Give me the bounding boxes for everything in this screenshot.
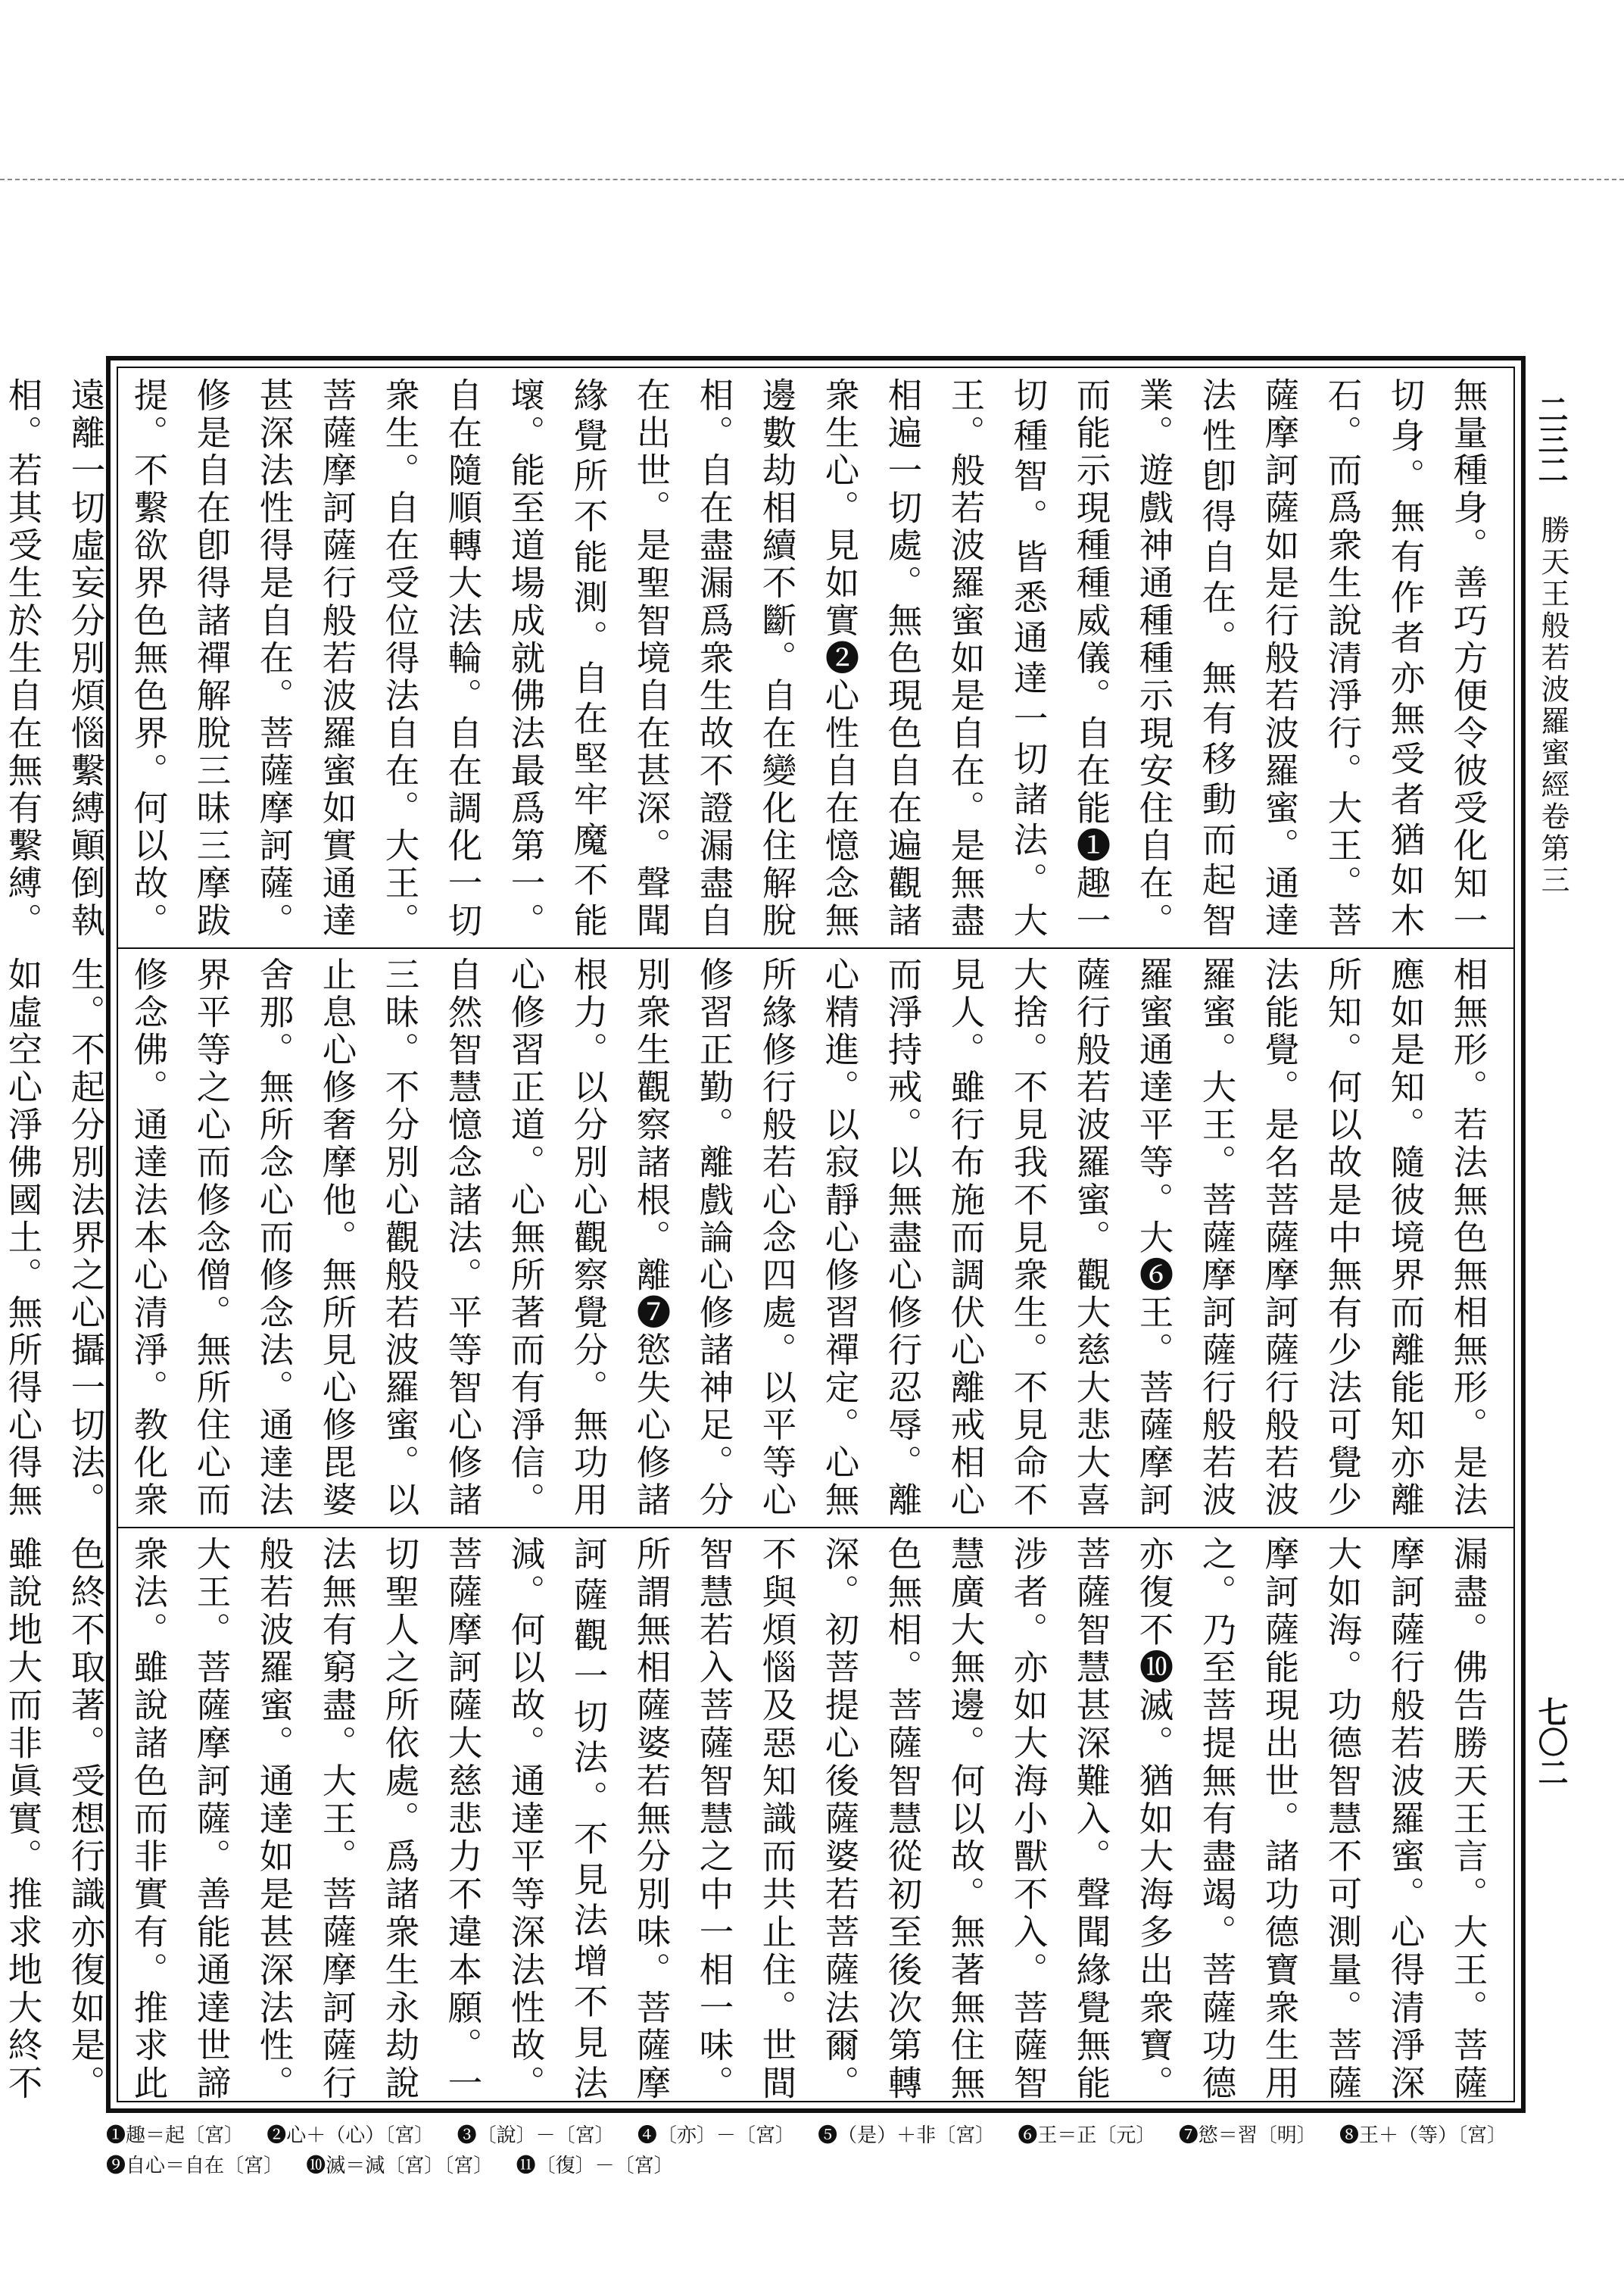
register-top-text: 無量種身。善巧方便令彼受化知一切身。無有作者亦無受者猶如木石。而爲衆生說清淨行。大王。菩薩摩訶薩如是行般若波羅蜜。通達法性卽得自在。無有移動而起智業。遊戲神通種種示現安住自在。而能示現種種威儀。自在能❶趣一切種智。皆悉通達一切諸法。大王。般若波羅蜜如是自在。是無盡相遍一切處。無色現色自在遍觀諸衆生心。見如實❷心性自在憶念無邊數劫相續不斷。自在變化住解脫相。自在盡漏爲衆生故不證漏盡自在出世。是聖智境自在甚深。聲聞緣覺所不能測。自在堅牢魔不能壞。能至道場成就佛法最爲第一。自在隨順轉大法輪。自在調化一切衆生。自在受位得法自在。大王。菩薩摩訶薩行般若波羅蜜如實通達甚深法性得是自在。菩薩摩訶薩。修是自在卽得諸禪解脫三昧三摩跋提。不繫欲界色無色界。何以故。遠離一切虛妄分別煩惱繫縛顚倒執相。若其受生於生自在無有繫縛。 <box>3 377 1488 938</box>
footnote: ❸〔說〕－〔宮〕 <box>457 2124 615 2147</box>
footnote: ❿滅＝減〔宮〕〔宮〕 <box>306 2155 494 2177</box>
footnote: ⓫〔復〕－〔宮〕 <box>516 2155 674 2177</box>
footnotes <box>106 2121 1529 2181</box>
register-top <box>3 368 1513 949</box>
page-number-right: 七〇二 <box>1533 1696 1569 1787</box>
footnote: ❾自心＝自在〔宮〕 <box>106 2155 284 2177</box>
text-frame <box>3 356 1526 2113</box>
text-frame-inner <box>3 367 1515 2102</box>
footnote: ❼慾＝習〔明〕 <box>1178 2124 1317 2147</box>
running-title: 勝天王般若波羅蜜經卷第三 <box>1536 515 1569 897</box>
register-bottom-text: 漏盡。佛告勝天王言。大王。菩薩摩訶薩行般若波羅蜜。心得清淨深大如海。功德智慧不可測量。菩薩摩訶薩能現出世。諸功德寶衆生用之。乃至菩提無有盡竭。菩薩功德亦復不❿滅。猶如大海多出衆寶。菩薩智慧甚深難入。聲聞緣覺無能涉者。亦如大海小獸不入。菩薩智慧廣大無邊。何以故。無著無住無色無相。菩薩智慧從初至後次第轉深。初菩提心後薩婆若菩薩法爾。不與煩惱及惡知識而共止住。世間智慧若入菩薩智慧之中一相一味。所謂無相薩婆若無分別味。菩薩摩訶薩觀一切法。不見法增不見法減。何以故。通達平等深法性故。菩薩摩訶薩大慈悲力不違本願。一切聖人之所依處。爲諸衆生永劫說法無有窮盡。大王。菩薩摩訶薩行般若波羅蜜。通達如是甚深法性。大王。菩薩摩訶薩。善能通達世諦衆法。雖說諸色而非實有。推求此色終不取著。受想行識亦復如是。雖說地大而非眞實。推求地大終不 <box>3 1536 1488 2101</box>
page-header <box>1533 394 1579 2090</box>
register-bottom <box>3 1527 1513 2110</box>
register-middle <box>3 947 1513 1528</box>
footnote: ❹〔亦〕－〔宮〕 <box>637 2124 795 2147</box>
footnote: ❶趣＝起〔宮〕 <box>106 2124 245 2147</box>
footnote: ❻王＝正〔元〕 <box>1018 2124 1156 2147</box>
register-middle-text: 相無形。若法無色無相無形。是法應如是知。隨彼境界而離能知亦離所知。何以故是中無有少法可覺少法能覺。是名菩薩摩訶薩行般若波羅蜜。大王。菩薩摩訶薩行般若波羅蜜通達平等。大❻王。菩薩摩訶薩行般若波羅蜜。觀大慈大悲大喜大捨。不見我不見衆生。不見命不見人。雖行布施而調伏心離戒相心而淨持戒。以無盡心修行忍辱。離心精進。以寂靜心修習禪定。心無所緣修行般若心念四處。以平等心修習正勤。離戲論心修諸神足。分別衆生觀察諸根。離❼慾失心修諸根力。以分別心觀察覺分。無功用心修習正道。心無所著而有淨信。自然智慧憶念諸法。平等智心修諸三昧。不分別心觀般若波羅蜜。以止息心修奢摩他。無所見心修毘婆舍那。無所念心而修念法。通達法界平等之心而修念僧。無所住心而修念佛。通達法本心清淨。教化衆生。不起分別法界之心攝一切法。如虛空心淨佛國土。無所得心得無 <box>3 957 1488 1518</box>
page-number-left: 二三二 <box>1533 394 1569 485</box>
footnote: ❽王＋（等）〔宮〕 <box>1339 2124 1507 2147</box>
footnote: ❷心＋（心）〔宮〕 <box>267 2124 435 2147</box>
footnote: ❺（是）＋非〔宮〕 <box>818 2124 996 2147</box>
scan-divider <box>0 179 1624 180</box>
